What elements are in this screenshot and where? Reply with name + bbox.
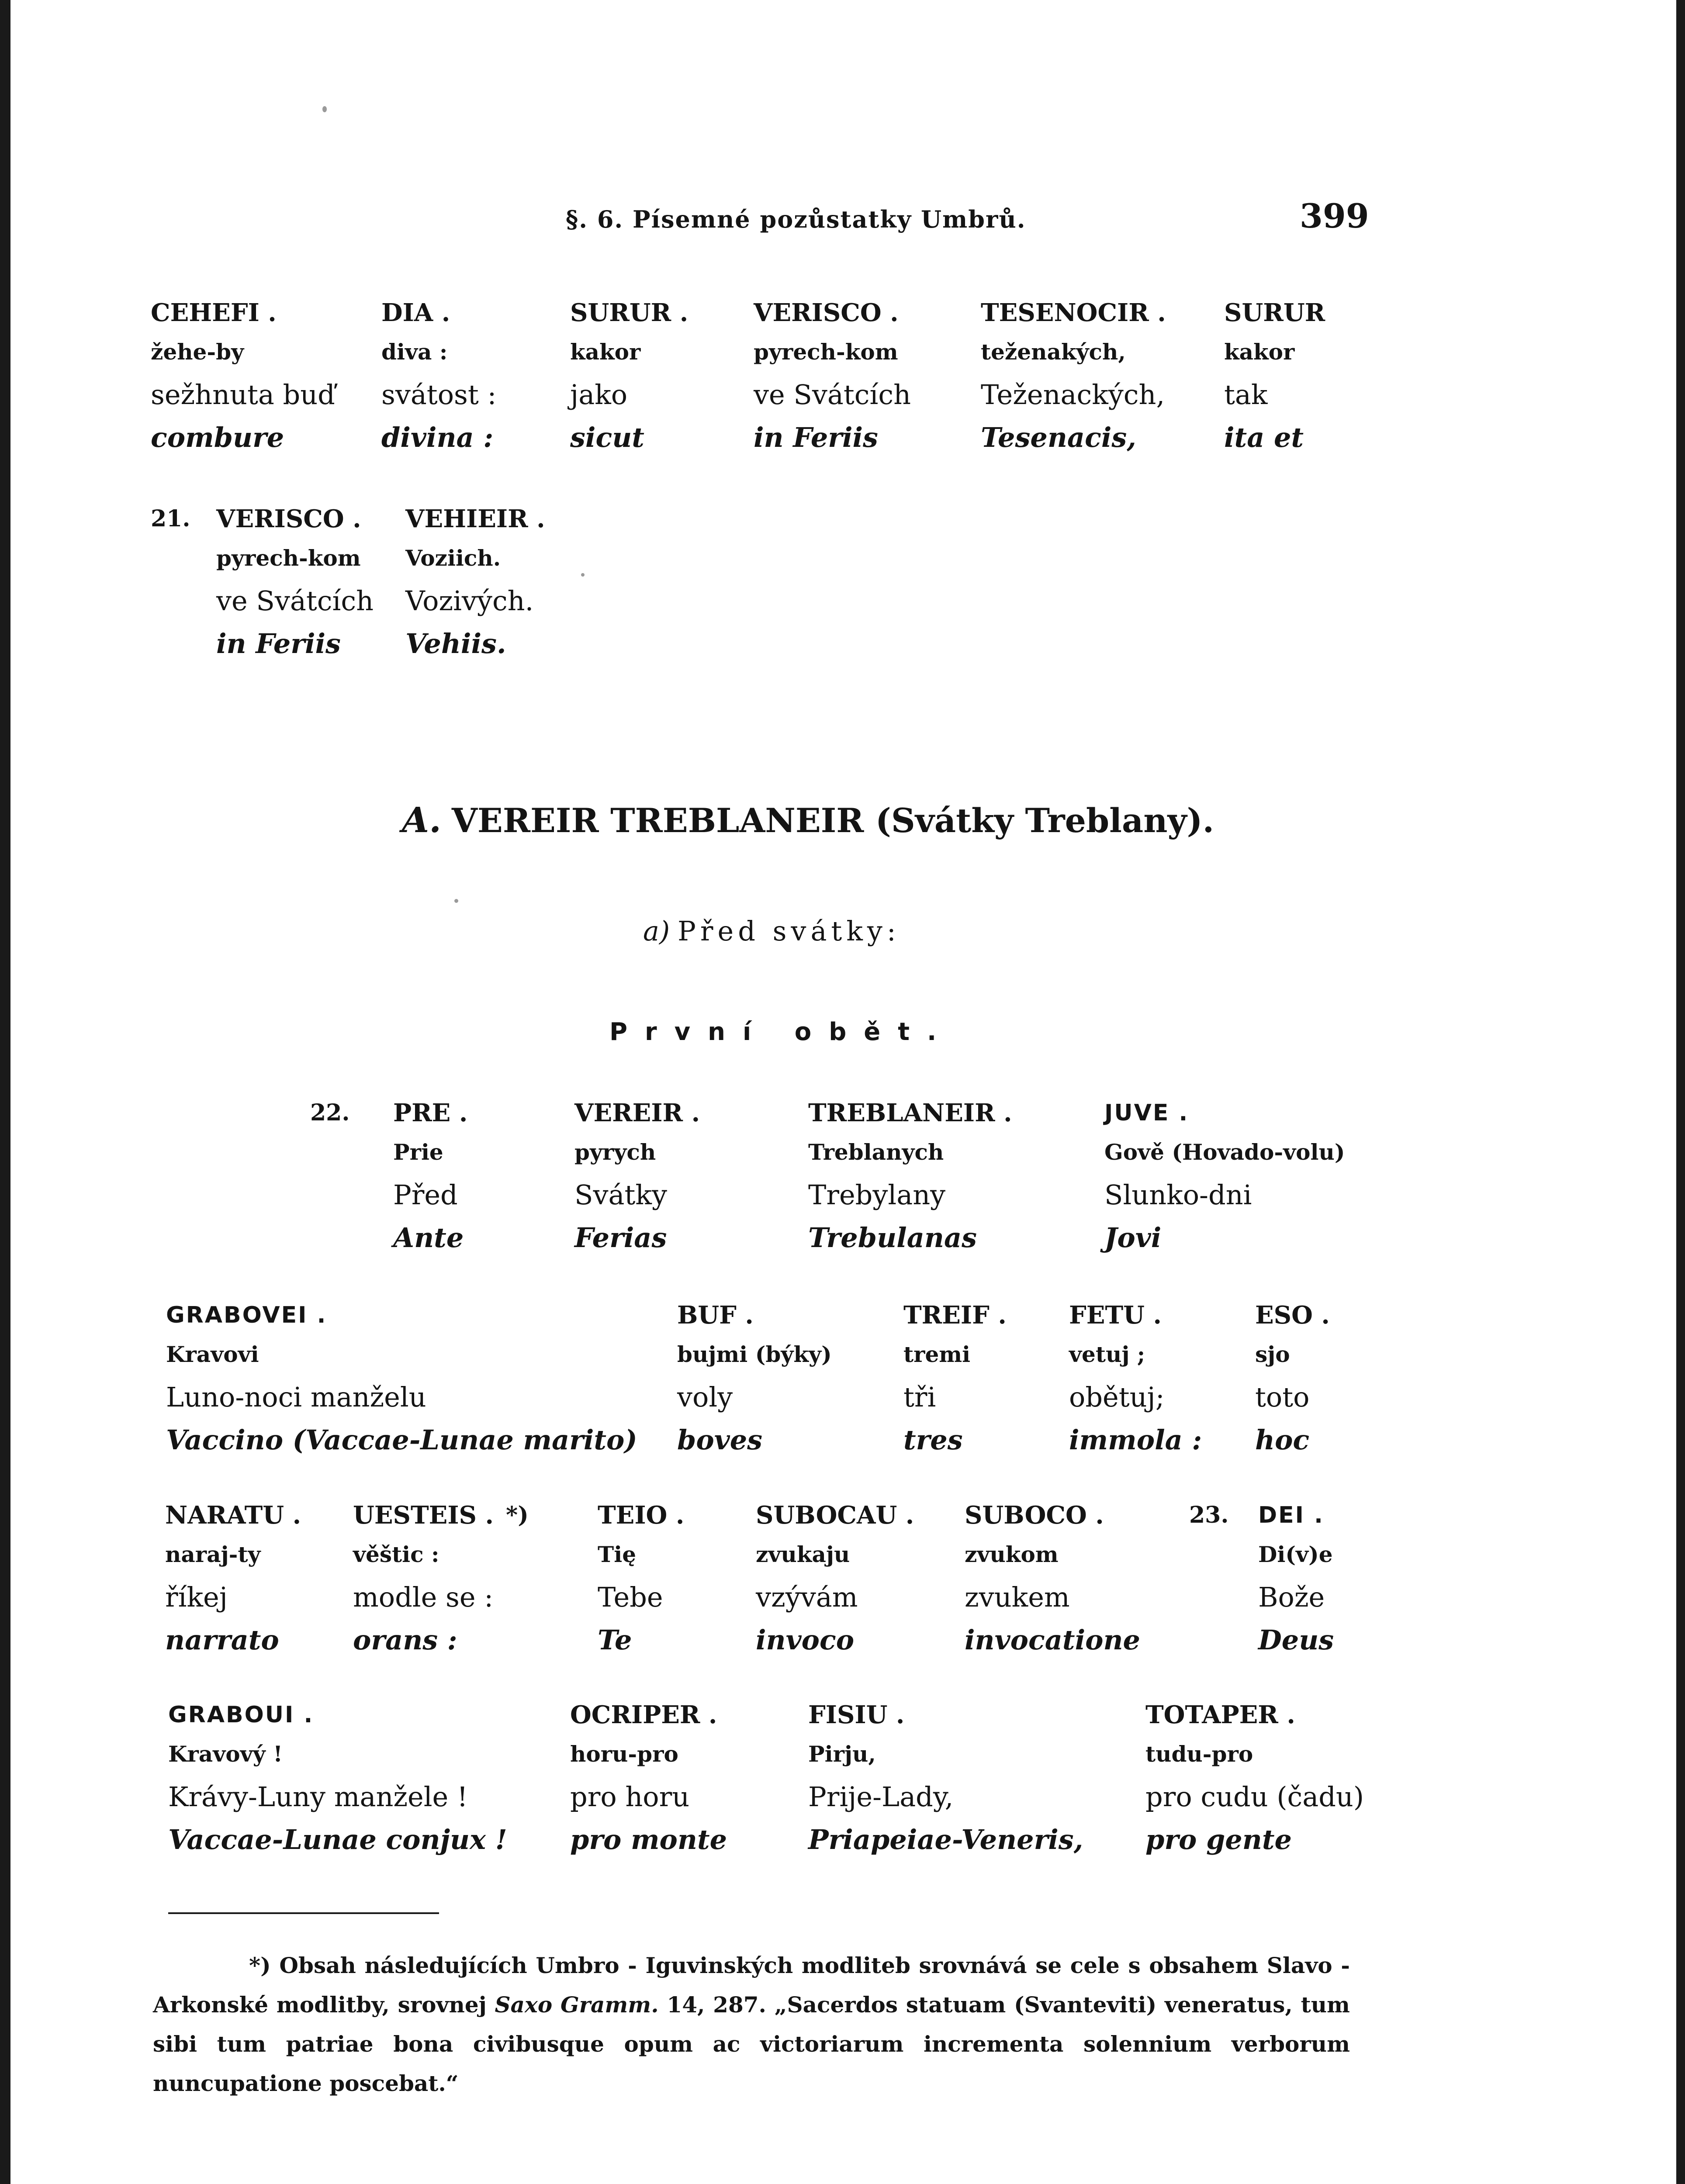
latin-translation: Ferias [574,1222,667,1254]
latin-translation: Jovi [1104,1222,1162,1254]
latin-translation: Trebulanas [808,1222,977,1254]
word-column [353,1497,494,1662]
transliteration: Gově (Hovado-volu) [1104,1139,1345,1165]
latin-translation: boves [677,1424,763,1456]
word-column [574,1095,700,1259]
scan-left-edge [0,0,10,2184]
umbrian-word: PRE . [393,1099,468,1127]
umbrian-word: VERISCO . [754,298,899,327]
word-column [1145,1697,1364,1861]
umbrian-word: SURUR . [570,298,689,327]
word-column [151,295,335,459]
transliteration: Voziich. [405,545,501,571]
czech-translation: říkej [165,1581,228,1613]
latin-translation: Priapeiae-Veneris, [808,1824,1083,1856]
section-title-text: VEREIR TREBLANEIR (Svátky Treblany). [451,801,1214,840]
transliteration: zvukaju [756,1541,850,1567]
transliteration: Tię [598,1541,637,1567]
latin-translation: combure [151,422,284,453]
word-column [166,1297,637,1462]
czech-translation: Vozivých. [405,585,534,617]
latin-translation: Vaccae-Lunae conjux ! [168,1824,507,1856]
word-column [570,1697,727,1861]
subsubsection-title: První obět. [609,1018,954,1046]
umbrian-word: TOTAPER . [1145,1700,1295,1729]
czech-translation: Teženackých, [981,379,1165,411]
transliteration: bujmi (býky) [677,1341,832,1367]
word-column [754,295,911,459]
transliteration: tremi [903,1341,971,1367]
transliteration: Treblanych [808,1139,944,1165]
czech-translation: Krávy-Luny manžele ! [168,1781,468,1813]
umbrian-word: SURUR [1224,298,1325,327]
latin-translation: immola : [1069,1424,1202,1456]
czech-translation: toto [1255,1381,1310,1413]
transliteration: kakor [1224,339,1295,365]
umbrian-word: BUF . [677,1301,754,1330]
word-column [168,1697,507,1861]
verse-number: 22. [310,1099,350,1126]
latin-translation: orans : [353,1624,457,1656]
transliteration: věštic : [353,1541,439,1567]
latin-translation: Ante [393,1222,464,1254]
umbrian-word: FETU . [1069,1301,1162,1330]
transliteration: Pirju, [808,1741,876,1767]
czech-translation: voly [677,1381,733,1413]
umbrian-word: NARATU . [165,1501,301,1530]
subsection-title [643,915,900,947]
umbrian-word: VERISCO . [216,505,361,533]
transliteration: Di(v)e [1258,1541,1333,1567]
word-column [165,1497,301,1662]
word-column [808,1697,1083,1861]
umbrian-word: TESENOCIR . [981,298,1166,327]
transliteration: tudu-pro [1145,1741,1253,1767]
transliteration: teženakých, [981,339,1126,365]
section-title [402,799,1214,840]
czech-translation: modle se : [353,1581,494,1613]
subsection-title-text: Před svátky: [678,915,900,947]
umbrian-word: GRABOVEI . [166,1302,327,1328]
subsection-letter: a) [643,915,670,947]
czech-translation: Před [393,1179,458,1211]
czech-translation: tři [903,1381,936,1413]
word-column [1258,1497,1334,1662]
czech-translation: Slunko-dni [1104,1179,1252,1211]
czech-translation: Tebe [598,1581,663,1613]
scan-speck [322,106,327,112]
czech-translation: tak [1224,379,1268,411]
footnote-marker: *) [506,1502,529,1528]
czech-translation: Svátky [574,1179,667,1211]
transliteration: pyrech-kom [754,339,898,365]
word-column [808,1095,1012,1259]
czech-translation: pro cudu (čadu) [1145,1781,1364,1813]
czech-translation: Bože [1258,1581,1325,1613]
umbrian-word: DIA . [381,298,450,327]
latin-translation: Deus [1258,1624,1334,1656]
word-column [598,1497,684,1662]
latin-translation: narrato [165,1624,279,1656]
word-column [677,1297,832,1462]
umbrian-word: SUBOCAU . [756,1501,914,1530]
word-column [1069,1297,1202,1462]
word-column [965,1497,1140,1662]
scan-right-edge [1676,0,1685,2184]
word-column [981,295,1166,459]
word-column [1224,295,1325,459]
latin-translation: Te [598,1624,632,1656]
umbrian-word: DEI . [1258,1502,1324,1528]
czech-translation: ve Svátcích [216,585,374,617]
transliteration: Kravovi [166,1341,259,1367]
transliteration: diva : [381,339,448,365]
transliteration: sjo [1255,1341,1290,1367]
word-column [1104,1095,1345,1259]
latin-translation: Vehiis. [405,628,506,660]
scan-speck [454,899,458,903]
transliteration: naraj-ty [165,1541,261,1567]
verse-number: 23. [1189,1502,1229,1528]
word-column [570,295,688,459]
umbrian-word: TREBLANEIR . [808,1099,1012,1127]
transliteration: pyrech-kom [216,545,361,571]
latin-translation: invoco [756,1624,855,1656]
transliteration: horu-pro [570,1741,678,1767]
umbrian-word: CEHEFI . [151,298,277,327]
czech-translation: Luno-noci manželu [166,1381,426,1413]
umbrian-word: UESTEIS . [353,1501,494,1530]
czech-translation: Prije-Lady, [808,1781,954,1813]
footnote [153,1946,1350,2103]
latin-translation: hoc [1255,1424,1310,1456]
latin-translation: tres [903,1424,963,1456]
czech-translation: svátost : [381,379,497,411]
transliteration: zvukom [965,1541,1059,1567]
transliteration: Kravový ! [168,1741,283,1767]
transliteration: žehe-by [151,339,244,365]
latin-translation: Tesenacis, [981,422,1136,453]
running-header: §. 6. Písemné pozůstatky Umbrů. [566,205,1026,233]
czech-translation: ve Svátcích [754,379,911,411]
word-column [903,1297,1007,1462]
latin-translation: Vaccino (Vaccae-Lunae marito) [166,1424,637,1456]
section-letter: A. [402,799,441,840]
umbrian-word: FISIU . [808,1700,905,1729]
transliteration: vetuj ; [1069,1341,1145,1367]
umbrian-word: OCRIPER . [570,1700,717,1729]
page-number: 399 [1300,197,1369,235]
umbrian-word: TEIO . [598,1501,685,1530]
latin-translation: ita et [1224,422,1304,453]
umbrian-word: GRABOUI . [168,1702,314,1728]
latin-translation: in Feriis [754,422,878,453]
czech-translation: zvukem [965,1581,1070,1613]
czech-translation: Trebylany [808,1179,946,1211]
verse-number: 21. [151,505,190,532]
czech-translation: obětuj; [1069,1381,1165,1413]
umbrian-word: ESO . [1255,1301,1330,1330]
latin-translation: sicut [570,422,644,453]
word-column [756,1497,914,1662]
latin-translation: pro monte [570,1824,727,1856]
footnote-text: Obsah následujících Umbro - Iguvinských modliteb srovnává se cele s obsahem Slavo - Arkonské modlitby, srovnej [153,1952,1350,2018]
word-column [1255,1297,1330,1462]
footnote-marker: *) [249,1952,271,1978]
footnote-rule [168,1912,439,1914]
transliteration: Prie [393,1139,443,1165]
latin-translation: in Feriis [216,628,341,660]
transliteration: kakor [570,339,641,365]
word-column [216,501,374,665]
transliteration: pyrych [574,1139,656,1165]
umbrian-word: JUVE . [1104,1100,1189,1126]
scan-speck [581,573,585,577]
word-column [405,501,545,665]
czech-translation: pro horu [570,1781,690,1813]
czech-translation: sežhnuta buď [151,379,335,411]
umbrian-word: SUBOCO . [965,1501,1104,1530]
czech-translation: jako [570,379,628,411]
latin-translation: invocatione [965,1624,1141,1656]
umbrian-word: VEHIEIR . [405,505,545,533]
czech-translation: vzývám [756,1581,858,1613]
umbrian-word: VEREIR . [574,1099,700,1127]
footnote-text: 14, 287. „Sacerdos statuam (Svanteviti) veneratus, tum sibi tum patriae bona civibusque opum ac victoriarum incrementa solennium verborum nuncupatione poscebat.“ [153,1992,1350,2096]
latin-translation: pro gente [1145,1824,1292,1856]
word-column [381,295,496,459]
footnote-citation: Saxo Gramm. [495,1992,659,2018]
latin-translation: divina : [381,422,494,453]
word-column [393,1095,467,1259]
umbrian-word: TREIF . [903,1301,1007,1330]
